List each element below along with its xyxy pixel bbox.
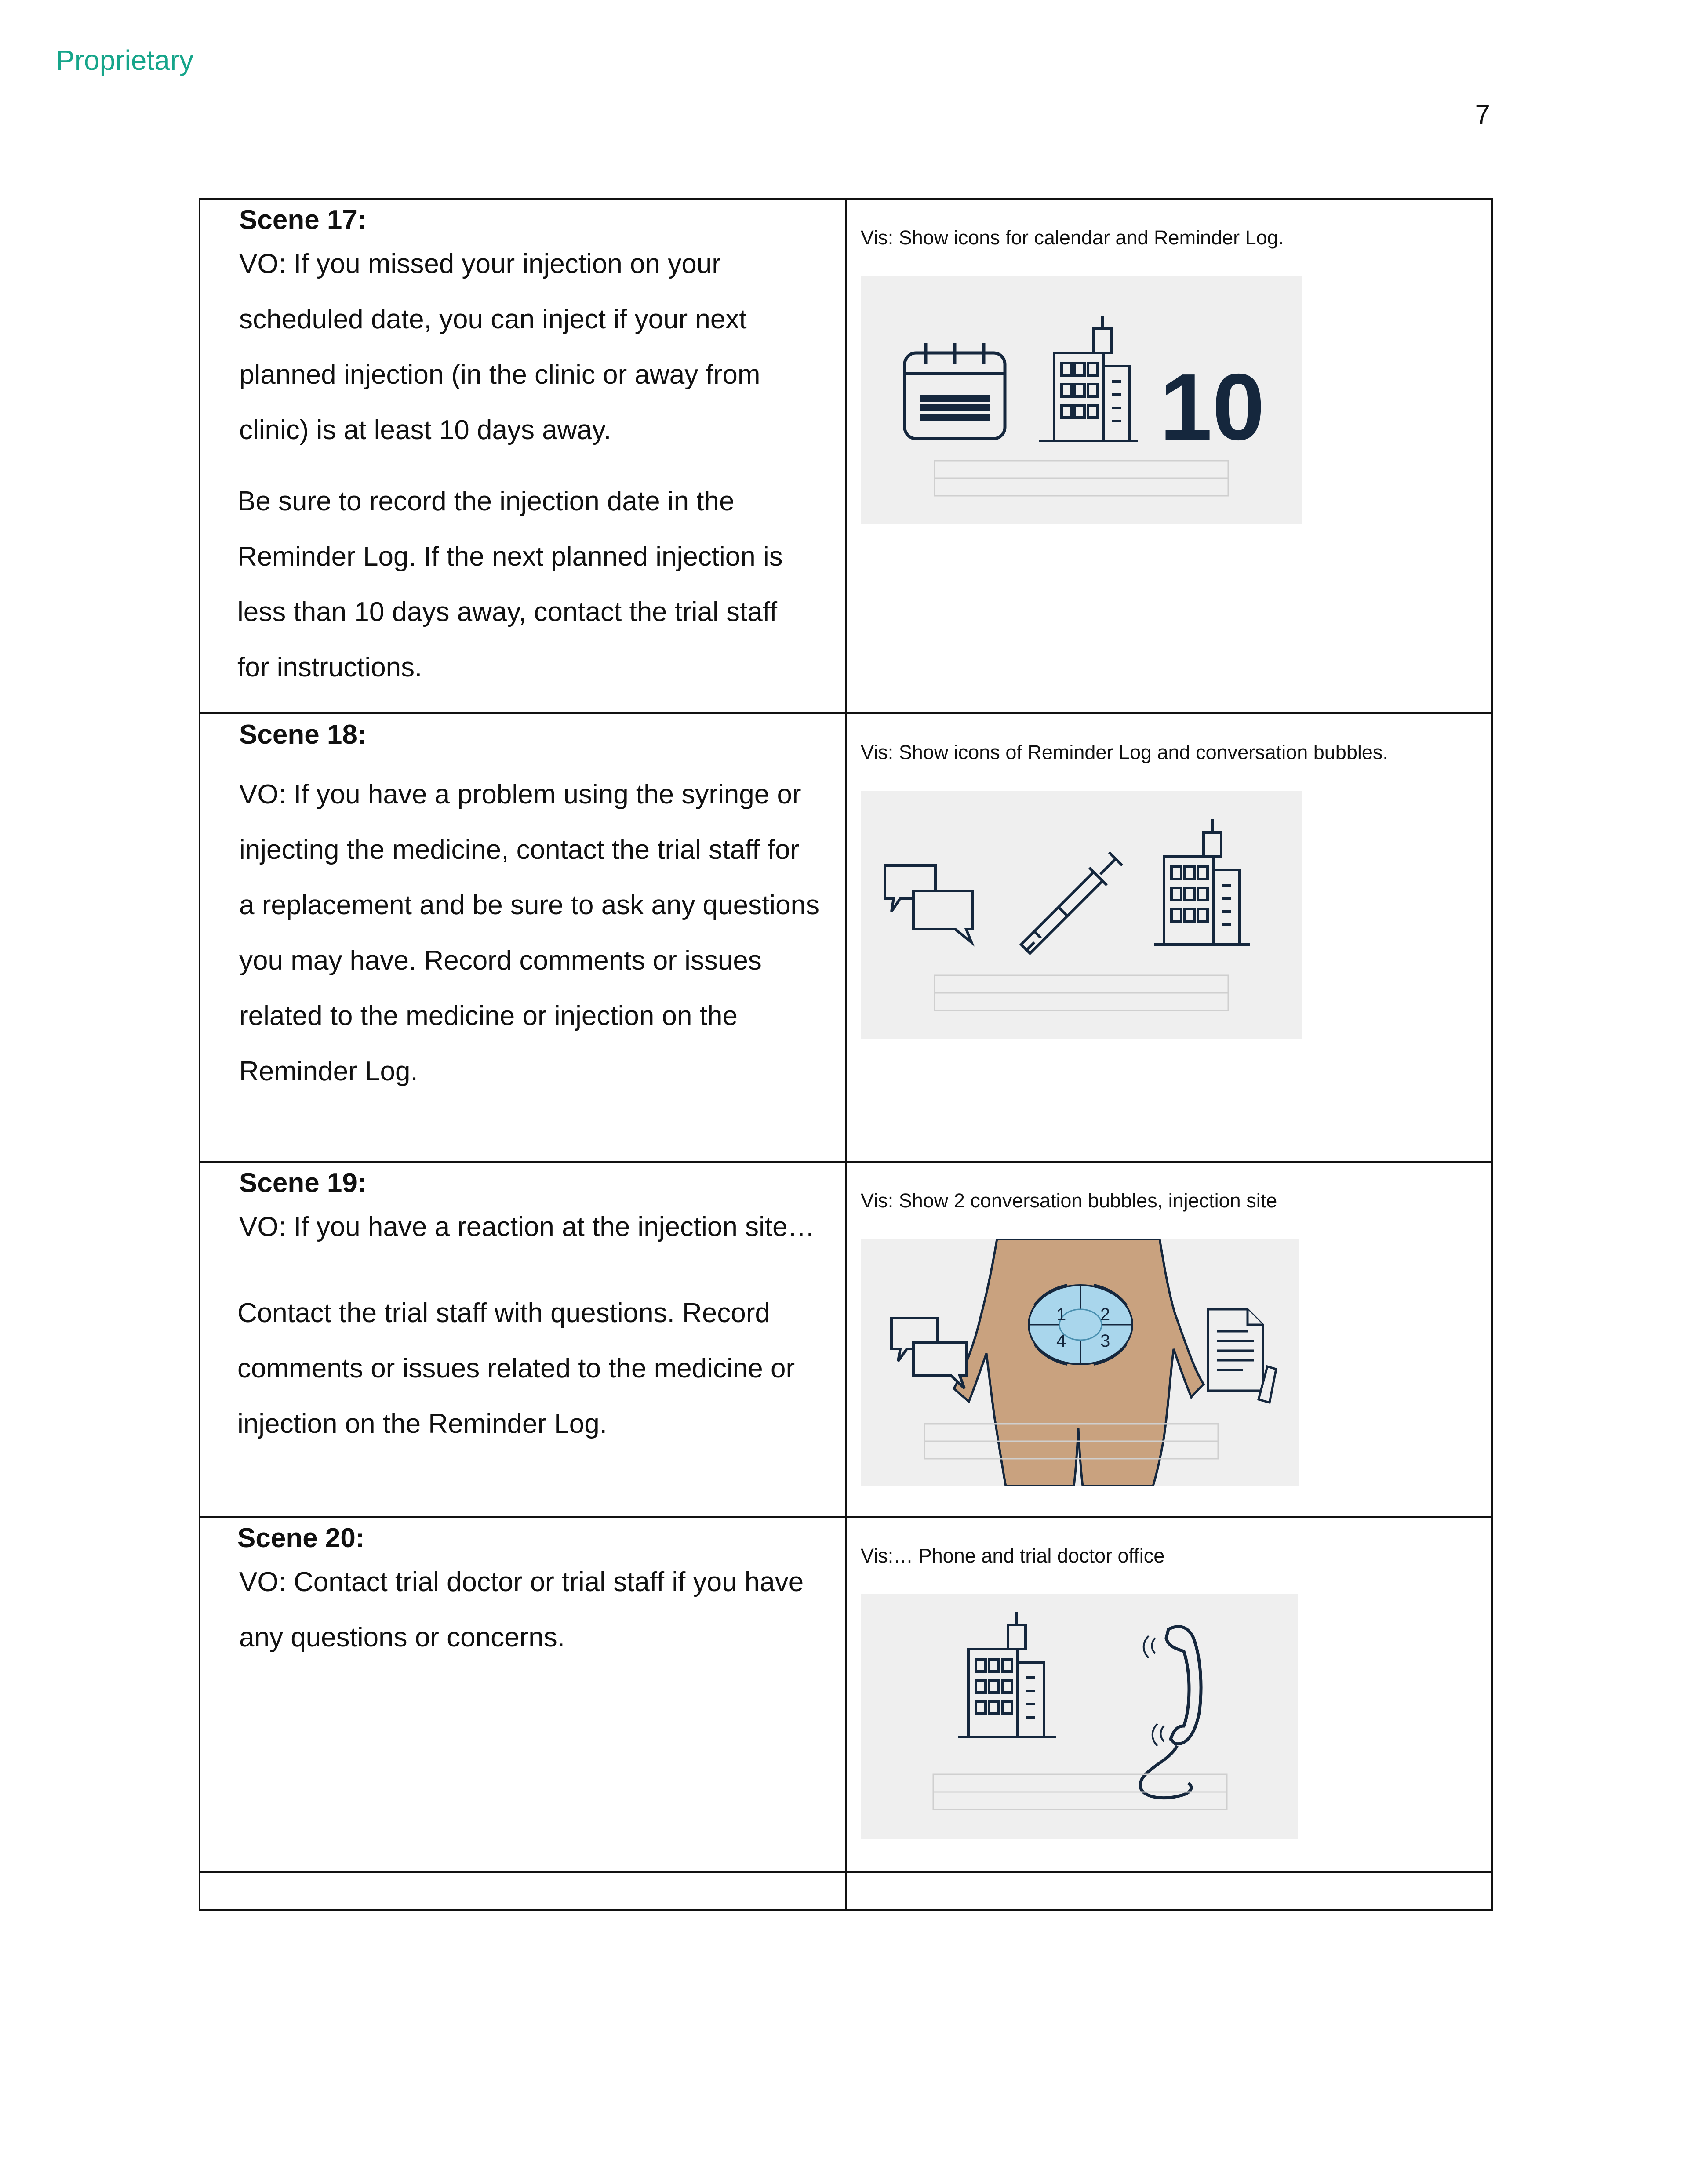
storyboard-table <box>199 198 1493 1911</box>
vo-line: injection on the Reminder Log. <box>237 1409 607 1439</box>
scene-title: Scene 20: <box>237 1523 365 1553</box>
scene-row-19 <box>200 1162 1492 1517</box>
vo-line: Reminder Log. If the next planned injection is <box>237 541 783 572</box>
scene-row-20 <box>200 1517 1492 1872</box>
phone-icon <box>1140 1627 1201 1798</box>
visual-cell <box>846 1517 1492 1872</box>
placeholder-bars <box>935 975 1228 1010</box>
vo-line: related to the medicine or injection on the <box>239 1001 738 1032</box>
art-number: 10 <box>1160 354 1265 460</box>
script-cell <box>200 1517 846 1872</box>
scene-title: Scene 17: <box>239 205 367 235</box>
vis-note: Vis:… Phone and trial doctor office <box>861 1544 1165 1567</box>
page-number: 7 <box>1475 99 1490 130</box>
syringe-icon <box>1021 852 1122 953</box>
scene-row-17 <box>200 199 1492 713</box>
vo-line: scheduled date, you can inject if your next <box>239 304 747 335</box>
vo-line: less than 10 days away, contact the trial staff <box>237 597 778 628</box>
vo-line: planned injection (in the clinic or away from <box>239 360 760 390</box>
building-icon <box>1154 819 1250 945</box>
building-icon <box>958 1612 1056 1737</box>
script-cell <box>200 1162 846 1517</box>
scene-illustration <box>861 1239 1299 1486</box>
script-cell <box>200 713 846 1162</box>
scene-row-18 <box>200 713 1492 1162</box>
vis-note: Vis: Show icons of Reminder Log and conversation bubbles. <box>861 741 1388 763</box>
placeholder-bars <box>933 1774 1227 1810</box>
site-number: 2 <box>1100 1305 1110 1324</box>
script-cell <box>200 199 846 713</box>
scene-title: Scene 19: <box>239 1168 367 1198</box>
injection-site-icon <box>1029 1285 1132 1365</box>
vo-line: VO: If you have a reaction at the injection site… <box>239 1212 815 1243</box>
scene-title: Scene 18: <box>239 720 367 750</box>
visual-cell <box>846 199 1492 713</box>
vo-line: you may have. Record comments or issues <box>239 945 762 976</box>
vo-line: VO: If you missed your injection on your <box>239 249 721 280</box>
document-pen-icon <box>1208 1309 1276 1403</box>
calendar-icon <box>905 343 1005 439</box>
vo-line: Contact the trial staff with questions. Record <box>237 1298 770 1329</box>
conversation-bubbles-icon <box>885 865 973 942</box>
empty-row <box>200 1872 1492 1910</box>
empty-cell <box>846 1872 1492 1910</box>
vis-note: Vis: Show 2 conversation bubbles, injection site <box>861 1189 1277 1212</box>
scene-illustration <box>861 1594 1298 1839</box>
vo-line: any questions or concerns. <box>239 1622 565 1653</box>
placeholder-bars <box>935 461 1228 496</box>
vo-line: VO: If you have a problem using the syringe or <box>239 779 801 810</box>
vo-line: Be sure to record the injection date in the <box>237 486 735 517</box>
vo-line: Reminder Log. <box>239 1056 418 1087</box>
site-number: 1 <box>1056 1305 1066 1324</box>
proprietary-label: Proprietary <box>56 44 193 76</box>
vo-line: comments or issues related to the medicine or <box>237 1353 795 1384</box>
vo-line: a replacement and be sure to ask any questions <box>239 890 820 921</box>
building-icon <box>1039 316 1138 441</box>
calendar-grid <box>920 395 990 421</box>
visual-cell <box>846 1162 1492 1517</box>
visual-cell <box>846 713 1492 1162</box>
empty-cell <box>200 1872 846 1910</box>
conversation-bubbles-icon <box>891 1318 966 1388</box>
vis-note: Vis: Show icons for calendar and Reminder Log. <box>861 226 1284 249</box>
site-number: 4 <box>1056 1331 1066 1351</box>
scene-illustration <box>861 791 1302 1039</box>
vo-line: for instructions. <box>237 652 422 683</box>
vo-line: injecting the medicine, contact the trial staff for <box>239 835 799 865</box>
site-number: 3 <box>1100 1331 1110 1351</box>
vo-line: VO: Contact trial doctor or trial staff if you have <box>239 1567 804 1598</box>
vo-line: clinic) is at least 10 days away. <box>239 415 611 446</box>
scene-illustration <box>861 276 1302 524</box>
